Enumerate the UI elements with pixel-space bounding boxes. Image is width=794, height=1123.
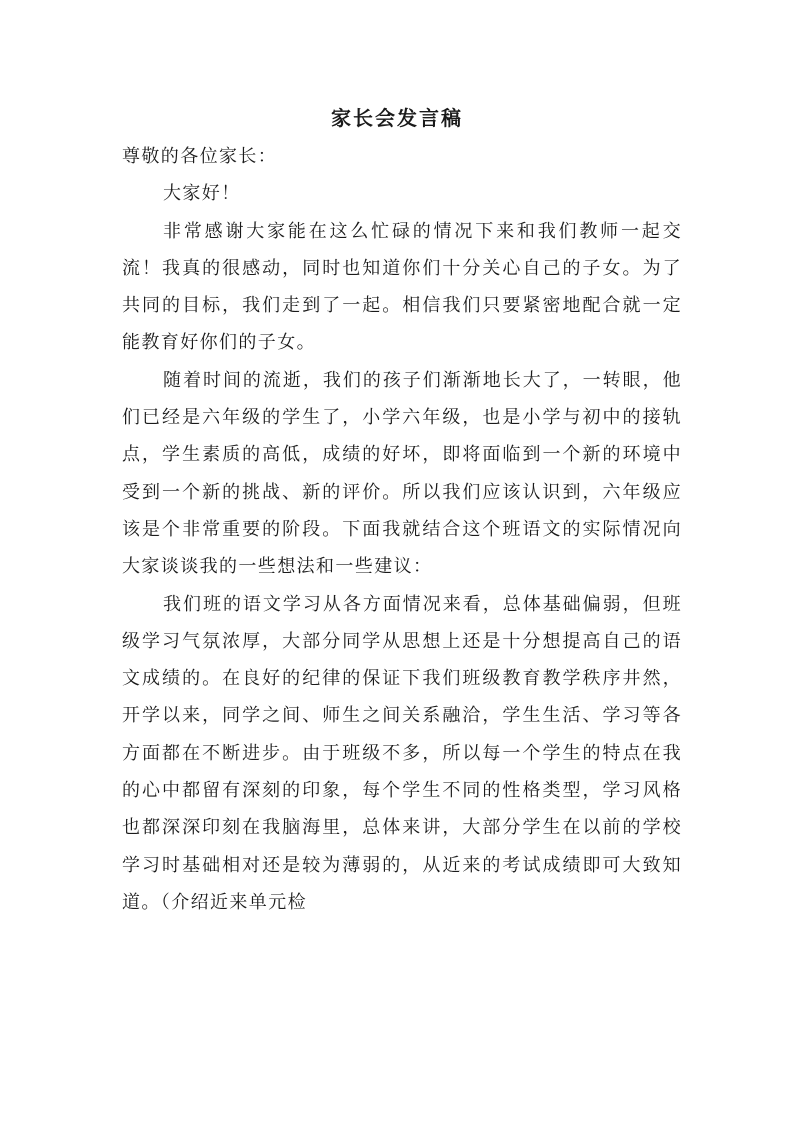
salutation: 尊敬的各位家长： bbox=[122, 146, 278, 167]
document-body bbox=[122, 138, 682, 921]
greeting: 大家好！ bbox=[163, 183, 241, 205]
paragraph-thanks: 非常感谢大家能在这么忙碌的情况下来和我们教师一起交流！我真的很感动，同时也知道你们十分关心自己的子女。为了共同的目标，我们走到了一起。相信我们只要紧密地配合就一定能教育好你们的子女。 bbox=[122, 220, 682, 354]
paragraph-sixth-grade: 随着时间的流逝，我们的孩子们渐渐地长大了，一转眼，他们已经是六年级的学生了，小学六年级，也是小学与初中的接轨点，学生素质的高低，成绩的好坏，即将面临到一个新的环境中受到一个新的挑战、新的评价。所以我们应该认识到，六年级应该是个非常重要的阶段。下面我就结合这个班语文的实际情况向大家谈谈我的一些想法和一些建议： bbox=[122, 369, 682, 578]
page-title: 家长会发言稿 bbox=[331, 106, 463, 130]
paragraph-class-situation: 我们班的语文学习从各方面情况来看，总体基础偏弱，但班级学习气氛浓厚，大部分同学从思想上还是十分想提高自己的语文成绩的。在良好的纪律的保证下我们班级教育教学秩序井然，开学以来，同学之间、师生之间关系融洽，学生生活、学习等各方面都在不断进步。由于班级不多，所以每一个学生的特点在我的心中都留有深刻的印象，每个学生不同的性格类型，学习风格也都深深印刻在我脑海里，总体来讲，大部分学生在以前的学校学习时基础相对还是较为薄弱的，从近来的考试成绩即可大致知道。（介绍近来单元检 bbox=[122, 593, 682, 913]
